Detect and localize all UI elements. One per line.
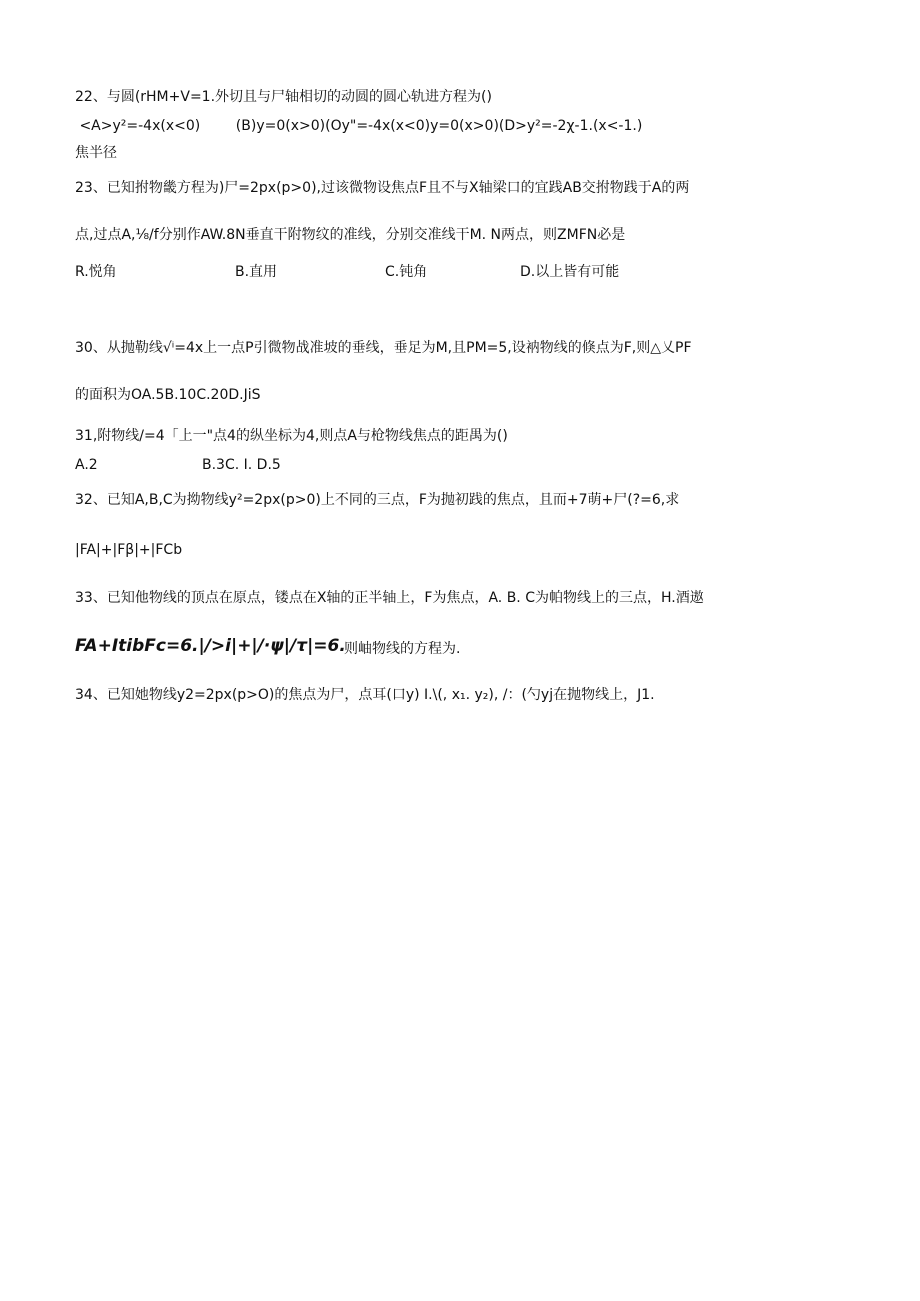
- question-33-expression-tail: 则岫物线的方程为.: [344, 641, 461, 657]
- question-34-stem: 34、已知她物线y2=2px(p>O)的焦点为尸，点耳(口y) I.\(, x₁. y₂), /：(勺yj在抛物线上，J1.: [75, 687, 655, 703]
- question-23-choice-b: B.直用: [235, 264, 278, 280]
- question-23-choice-c: C.钝角: [385, 264, 428, 280]
- question-22-options: <A>y²=-4x(x<0) (B)y=0(x>0)(Oy"=-4x(x<0)y=0(x>0)(D>y²=-2χ-1.(x<-1.): [75, 118, 643, 134]
- question-30-stem-line-2: 的面积为OA.5B.10C.20D.JiS: [75, 387, 261, 403]
- question-31-choice-a: A.2: [75, 457, 98, 473]
- question-33-stem: 33、已知他物线的顶点在原点，镂点在X轴的正半轴上，F为焦点，A. B. C为帕物线上的三点，H.酒遨: [75, 590, 704, 606]
- question-30-stem-line-1: 30、从抛勒线√ⁱ=4x上一点P引微物战准坡的垂线，垂足为M,且PM=5,设衲物线的倏点为F,则△乂PF: [75, 340, 692, 356]
- question-32-stem: 32、已知A,B,C为拗物线y²=2px(p>0)上不同的三点，F为抛初践的焦点，且而+7萌+尸(?=6,求: [75, 492, 680, 508]
- question-23-stem-line-1: 23、已知拊物畿方程为)尸=2px(p>0),过该微物设焦点F且不与X轴梁口的宜践AB交拊物践于A的两: [75, 180, 690, 196]
- question-22-note: 焦半径: [75, 145, 117, 161]
- question-23-stem-line-2: 点,过点A,⅛/f分别作AW.8N垂直干附物纹的准线，分别交准线干M. N两点，则ZMFN必是: [75, 227, 626, 243]
- question-33-expression: FA+ItibFc=6.|/>i|+|/·ψ|/τ|=6.: [75, 636, 346, 656]
- question-31-stem: 31,附物线/=4「上一"点4的纵坐标为4,则点A与枪物线焦点的距禺为(): [75, 428, 508, 444]
- question-31-choices-rest: B.3C. I. D.5: [202, 457, 281, 473]
- question-23-choice-d: D.以上皆有可能: [520, 264, 620, 280]
- question-32-expression: |FA|+|Fβ|+|FCb: [75, 542, 183, 558]
- question-23-choice-a: R.悦角: [75, 264, 117, 280]
- question-22-stem: 22、与圆(rHM+V=1.外切且与尸轴相切的动圆的圆心轨进方程为(): [75, 89, 492, 105]
